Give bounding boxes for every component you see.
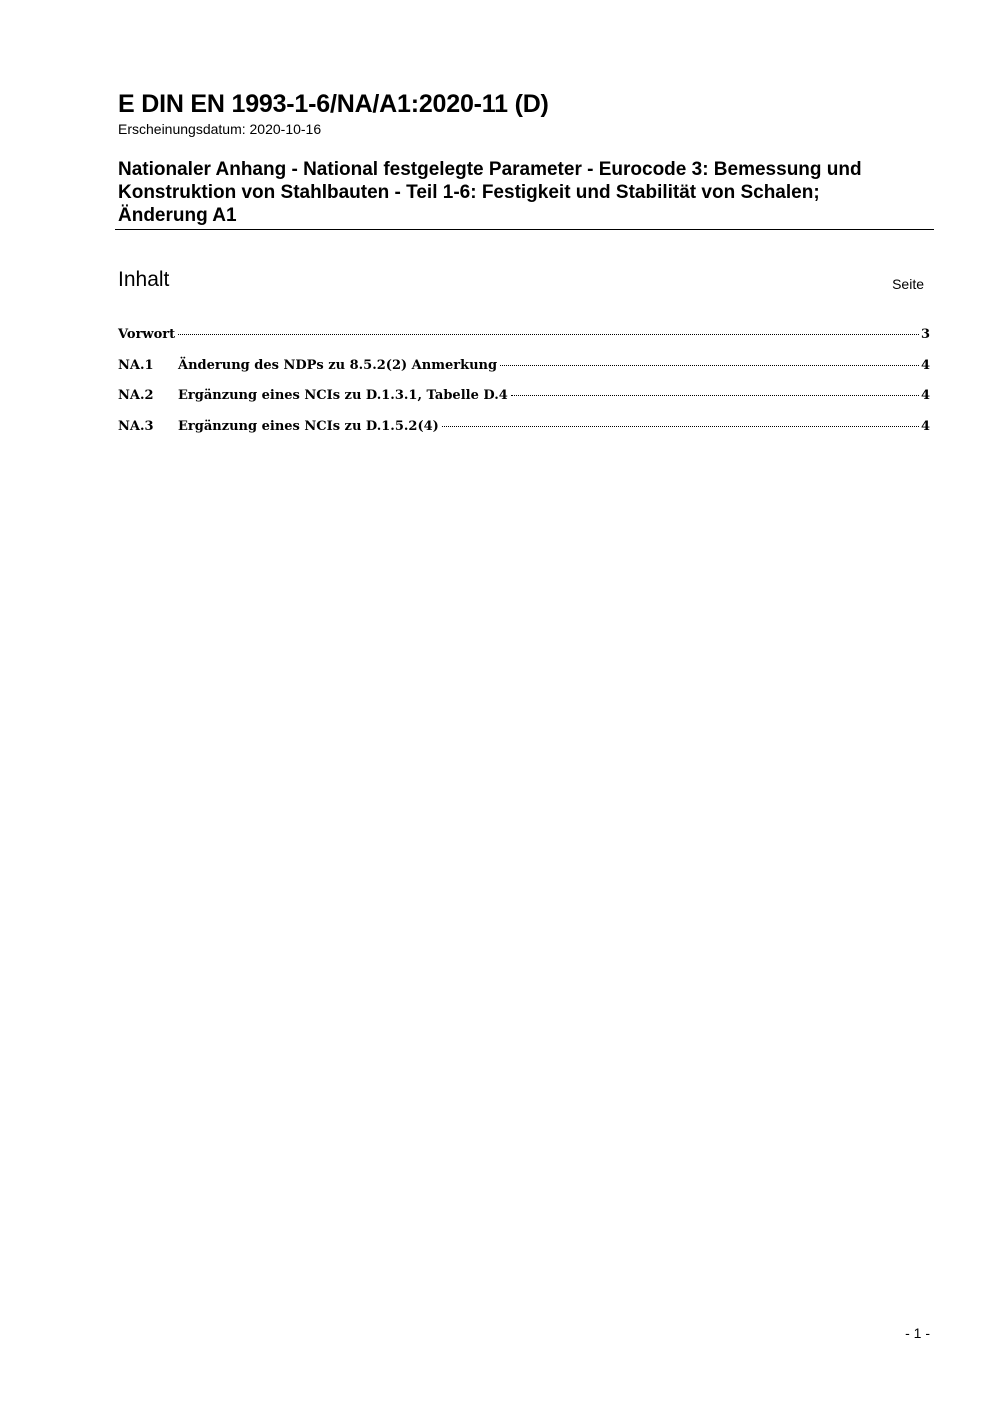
toc-entry-page: 4 <box>920 388 930 403</box>
toc-heading: Inhalt <box>118 268 170 291</box>
toc-leader-dots <box>442 425 919 427</box>
document-title-line: Änderung A1 <box>118 205 237 226</box>
toc-entry[interactable] <box>118 324 930 355</box>
toc-entry-page: 4 <box>920 418 930 434</box>
table-of-contents <box>118 324 930 446</box>
toc-entry-page: 3 <box>920 327 930 342</box>
toc-entry[interactable] <box>118 385 930 416</box>
toc-entry-title: Änderung des NDPs zu 8.5.2(2) Anmerkung <box>178 357 498 373</box>
publication-date: Erscheinungsdatum: 2020-10-16 <box>118 121 322 137</box>
document-title-line: Konstruktion von Stahlbauten - Teil 1-6: Festigkeit und Stabilität von Schalen; <box>118 182 820 203</box>
document-id: E DIN EN 1993-1-6/NA/A1:2020-11 (D) <box>118 90 549 118</box>
toc-entry-number: NA.2 <box>118 388 154 403</box>
toc-entry[interactable] <box>118 416 930 447</box>
page-number: - 1 - <box>905 1325 930 1341</box>
toc-entry-page: 4 <box>920 357 930 373</box>
title-divider <box>115 229 934 230</box>
toc-entry[interactable] <box>118 355 930 386</box>
document-title <box>118 158 928 227</box>
toc-leader-dots <box>511 394 919 396</box>
toc-page-column-label: Seite <box>892 276 924 292</box>
toc-leader-dots <box>178 333 919 335</box>
toc-leader-dots <box>500 364 919 366</box>
toc-entry-number: NA.3 <box>118 418 154 434</box>
toc-entry-title: Ergänzung eines NCIs zu D.1.3.1, Tabelle D.4 <box>178 388 508 403</box>
toc-entry-number: NA.1 <box>118 357 154 373</box>
toc-entry-title: Ergänzung eines NCIs zu D.1.5.2(4) <box>178 418 439 434</box>
toc-entry-title: Vorwort <box>118 327 176 342</box>
document-title-line: Nationaler Anhang - National festgelegte Parameter - Eurocode 3: Bemessung und <box>118 159 862 180</box>
